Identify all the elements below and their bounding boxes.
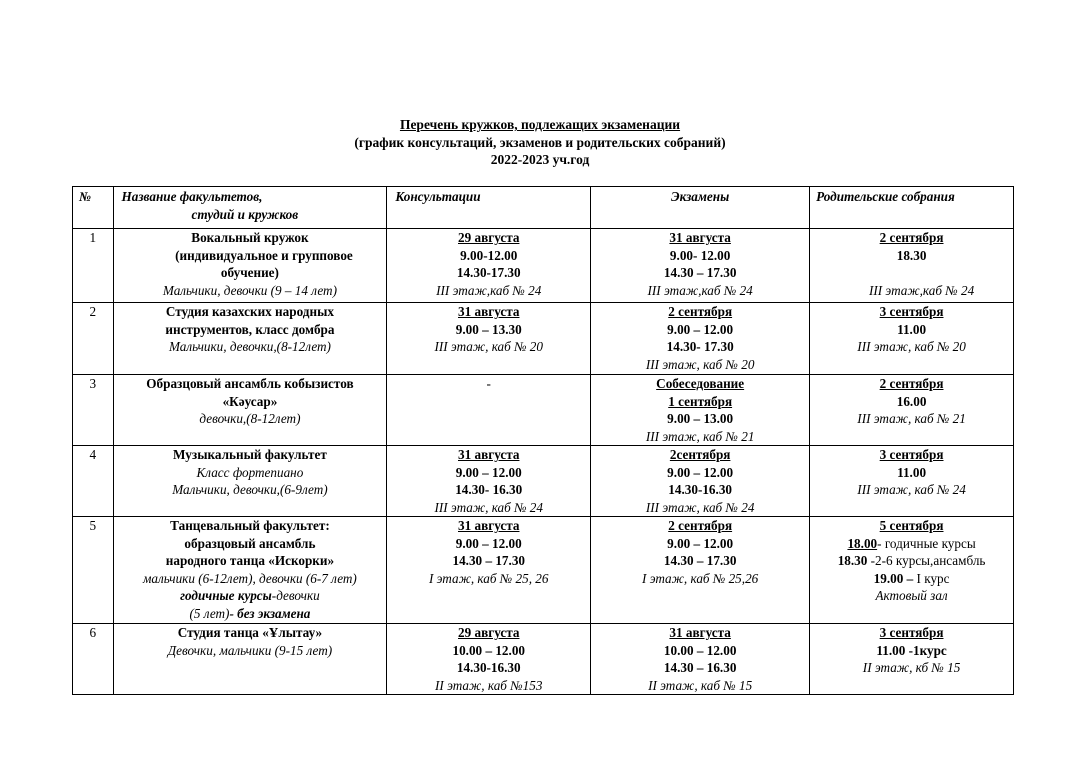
club-name-cell: Студия казахских народных инструментов, класс домбра Мальчики, девочки,(8-12лет) <box>113 303 387 375</box>
col-header-name: Название факультетов, студий и кружков <box>113 187 387 229</box>
col-header-consultations: Консультации <box>387 187 591 229</box>
consultation-cell: 31 августа 9.00 – 12.00 14.30- 16.30 III этаж, каб № 24 <box>387 446 591 517</box>
table-row <box>73 446 1014 517</box>
exam-cell: 31 августа 10.00 – 12.00 14.30 – 16.30 II этаж, каб № 15 <box>591 624 810 695</box>
table-row <box>73 624 1014 695</box>
table-row <box>73 517 1014 624</box>
row-number: 2 <box>73 303 114 375</box>
table-header-row <box>73 187 1014 229</box>
schedule-table <box>72 186 1014 695</box>
parent-meeting-cell: 3 сентября 11.00 III этаж, каб № 24 <box>810 446 1014 517</box>
document-title: Перечень кружков, подлежащих экзаменации <box>399 117 681 132</box>
club-name-cell: Вокальный кружок (индивидуальное и групповое обучение) Мальчики, девочки (9 – 14 лет) <box>113 229 387 303</box>
consultation-cell: 31 августа 9.00 – 13.30 III этаж, каб № 20 <box>387 303 591 375</box>
club-name-cell: Образцовый ансамбль кобызистов «Кәусар» девочки,(8-12лет) <box>113 375 387 446</box>
exam-cell: 2 сентября 9.00 – 12.00 14.30- 17.30 III этаж, каб № 20 <box>591 303 810 375</box>
consultation-cell: 29 августа 9.00-12.00 14.30-17.30 III этаж,каб № 24 <box>387 229 591 303</box>
row-number: 6 <box>73 624 114 695</box>
document-subtitle: (график консультаций, экзаменов и родительских собраний) <box>354 134 726 150</box>
club-name-cell: Танцевальный факультет: образцовый ансамбль народного танца «Искорки» мальчики (6-12лет), девочки (6-7 лет) годичные курсы-девочки (5 лет)- без экзамена <box>113 517 387 624</box>
table-row <box>73 375 1014 446</box>
academic-year: 2022-2023 уч.год <box>490 152 590 167</box>
club-name-cell: Студия танца «Ұлытау» Девочки, мальчики (9-15 лет) <box>113 624 387 695</box>
consultation-cell: 29 августа 10.00 – 12.00 14.30-16.30 II этаж, каб №153 <box>387 624 591 695</box>
exam-cell: 2 сентября 9.00 – 12.00 14.30 – 17.30 I этаж, каб № 25,26 <box>591 517 810 624</box>
parent-meeting-cell: 2 сентября 18.30 III этаж,каб № 24 <box>810 229 1014 303</box>
table-row <box>73 229 1014 303</box>
row-number: 3 <box>73 375 114 446</box>
consultation-cell: 31 августа 9.00 – 12.00 14.30 – 17.30 I этаж, каб № 25, 26 <box>387 517 591 624</box>
parent-meeting-cell: 2 сентября 16.00 III этаж, каб № 21 <box>810 375 1014 446</box>
col-header-exams: Экзамены <box>591 187 810 229</box>
table-row <box>73 303 1014 375</box>
consultation-cell: - <box>387 375 591 446</box>
exam-cell: 2сентября 9.00 – 12.00 14.30-16.30 III этаж, каб № 24 <box>591 446 810 517</box>
parent-meeting-cell: 3 сентября 11.00 III этаж, каб № 20 <box>810 303 1014 375</box>
club-name-cell: Музыкальный факультет Класс фортепиано Мальчики, девочки,(6-9лет) <box>113 446 387 517</box>
exam-cell: Собеседование 1 сентября 9.00 – 13.00 III этаж, каб № 21 <box>591 375 810 446</box>
col-header-num: № <box>73 187 114 229</box>
col-header-parent-meetings: Родительские собрания <box>810 187 1014 229</box>
parent-meeting-cell: 3 сентября 11.00 -1курс II этаж, кб № 15 <box>810 624 1014 695</box>
exam-cell: 31 августа 9.00- 12.00 14.30 – 17.30 III этаж,каб № 24 <box>591 229 810 303</box>
row-number: 1 <box>73 229 114 303</box>
document-header <box>0 116 1080 169</box>
parent-meeting-cell: 5 сентября 18.00- годичные курсы 18.30 -2-6 курсы,ансамбль 19.00 – I курс Актовый зал <box>810 517 1014 624</box>
row-number: 4 <box>73 446 114 517</box>
row-number: 5 <box>73 517 114 624</box>
